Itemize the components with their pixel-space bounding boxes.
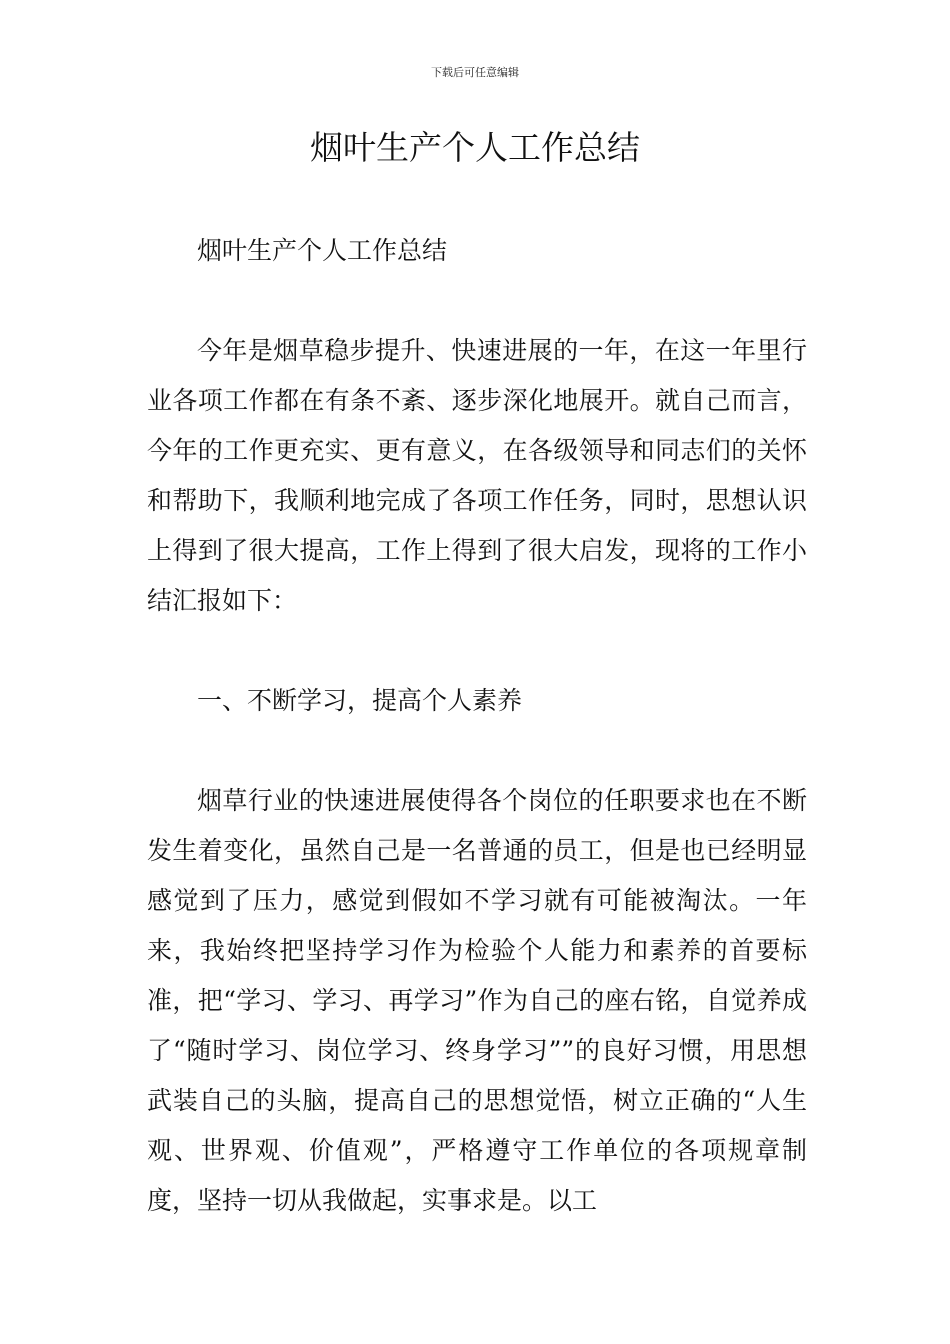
paragraph-subtitle: 烟叶生产个人工作总结 [197,236,448,265]
paragraph-section-1: 烟草行业的快速进展使得各个岗位的任职要求也在不断发生着变化，虽然自己是一名普通的员工，但是也已经明显感觉到了压力，感觉到假如不学习就有可能被淘汰。一年来，我始终把坚持学习作为检验个人能力和素养的首要标准，把“学习、学习、再学习”作为自己的座右铭，自觉养成了“随时学习、岗位学习、终身学习””的良好习惯，用思想武装自己的头脑，提高自己的思想觉悟，树立正确的“人生观、世界观、价值观”，严格遵守工作单位的各项规章制度，坚持一切从我做起，实事求是。以工 [147,786,807,1215]
document-title: 烟叶生产个人工作总结 [310,128,640,167]
paragraph-gap [147,626,807,676]
paragraph-gap [147,276,807,326]
paragraph-gap [147,726,807,776]
paragraph-intro: 今年是烟草稳步提升、快速进展的一年，在这一年里行业各项工作都在有条不紊、逐步深化地展开。就自己而言，今年的工作更充实、更有意义，在各级领导和同志们的关怀和帮助下，我顺利地完成了各项工作任务，同时，思想认识上得到了很大提高，工作上得到了很大启发，现将的工作小结汇报如下： [147,336,807,615]
document-body [147,226,807,1226]
header-note: 下载后可任意编辑 [431,66,519,79]
section-heading-1: 一、不断学习，提高个人素养 [197,686,523,715]
